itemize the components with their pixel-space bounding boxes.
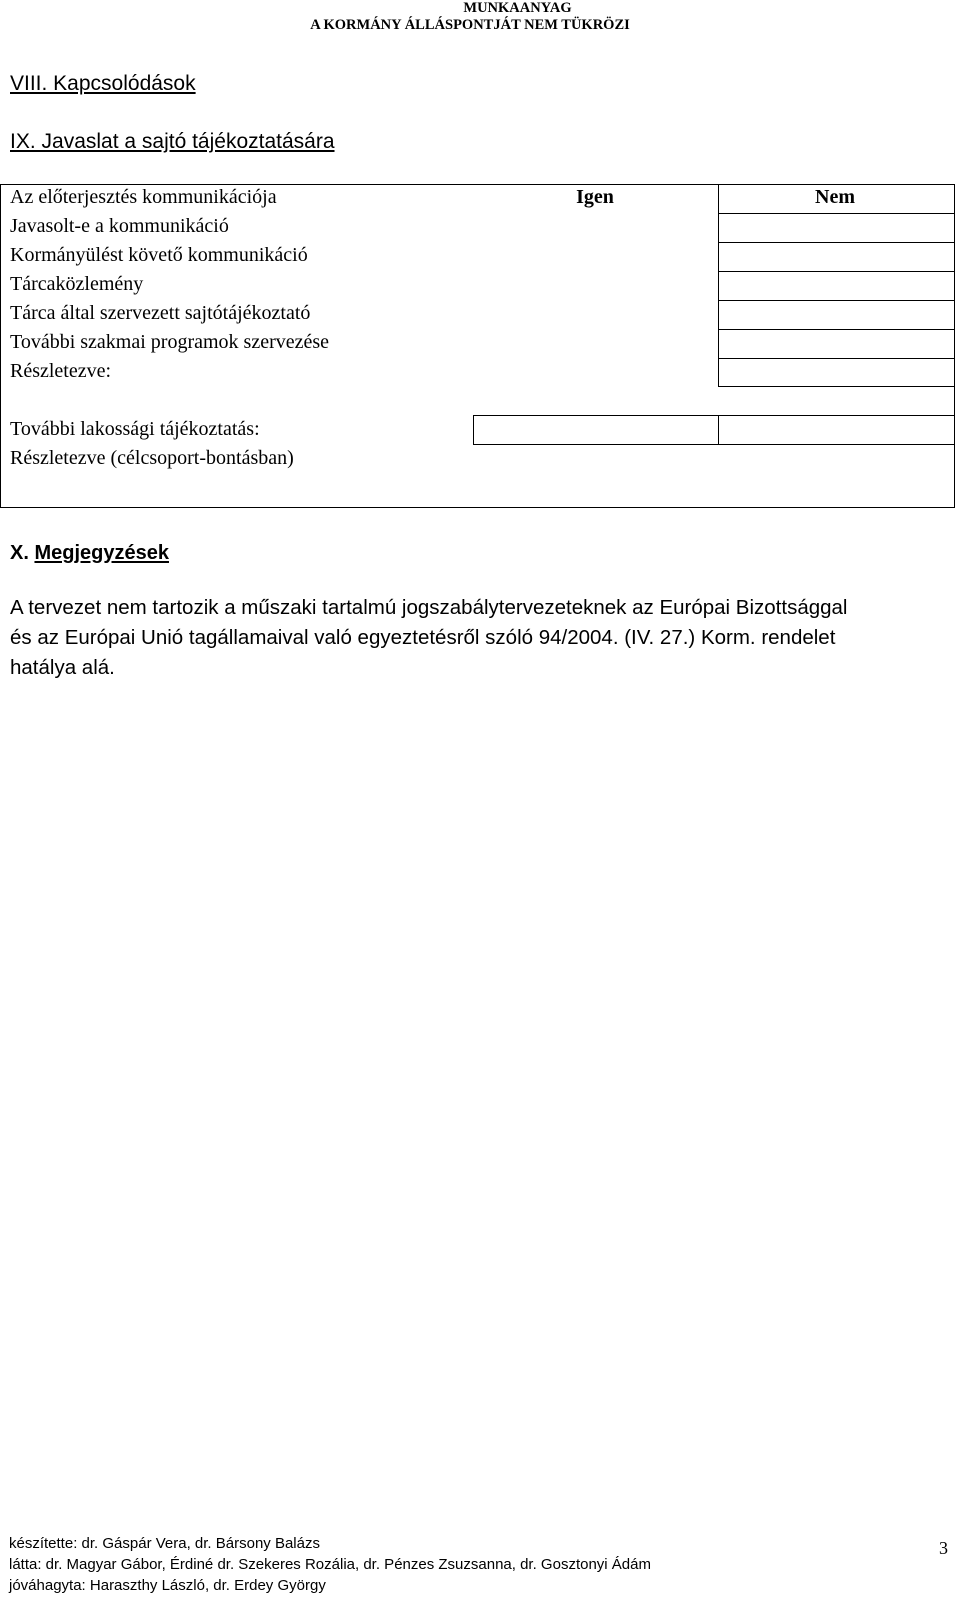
footer-approved-by: jóváhagyta: Haraszthy László, dr. Erdey György (9, 1577, 326, 1594)
notes-line: hatálya alá. (10, 656, 115, 679)
column-yes: Igen (576, 186, 614, 208)
draft-stamp-line1: MUNKAANYAG (463, 0, 572, 16)
section-x-label: Megjegyzések (34, 542, 169, 564)
footer-credits (9, 1533, 651, 1596)
row-label: Tárca által szervezett sajtótájékoztató (10, 302, 311, 324)
footer-reviewed-by: látta: dr. Magyar Gábor, Érdiné dr. Szekeres Rozália, dr. Pénzes Zsuzsanna, dr. Gosztonyi Ádám (9, 1556, 651, 1573)
footer-prepared-by: készítette: dr. Gáspár Vera, dr. Bársony Balázs (9, 1535, 320, 1552)
row-label: Javasolt-e a kommunikáció (10, 215, 229, 237)
section-x-number: X. (10, 542, 29, 564)
notes-line: és az Európai Unió tagállamaival való egyeztetésről szóló 94/2004. (IV. 27.) Korm. rendelet (10, 626, 836, 649)
table-header-label: Az előterjesztés kommunikációja (10, 186, 277, 208)
row-label: Tárcaközlemény (10, 273, 144, 295)
notes-paragraph (10, 593, 955, 683)
communication-table (0, 184, 955, 508)
row-label: További lakossági tájékoztatás: (10, 418, 260, 440)
draft-stamp-line2: A KORMÁNY ÁLLÁSPONTJÁT NEM TÜKRÖZI (310, 17, 630, 33)
section-ix-title: IX. Javaslat a sajtó tájékoztatására (10, 130, 335, 153)
section-x-title (10, 542, 169, 565)
row-label: Részletezve (célcsoport-bontásban) (10, 447, 294, 469)
row-label: További szakmai programok szervezése (10, 331, 330, 353)
row-label: Kormányülést követő kommunikáció (10, 244, 308, 266)
draft-stamp (270, 0, 670, 34)
page-number: 3 (939, 1538, 948, 1558)
row-label: Részletezve: (10, 360, 112, 382)
notes-line: A tervezet nem tartozik a műszaki tartalmú jogszabálytervezeteknek az Európai Bizottsággal (10, 596, 848, 619)
column-no: Nem (815, 186, 855, 208)
section-viii-title: VIII. Kapcsolódások (10, 72, 196, 95)
